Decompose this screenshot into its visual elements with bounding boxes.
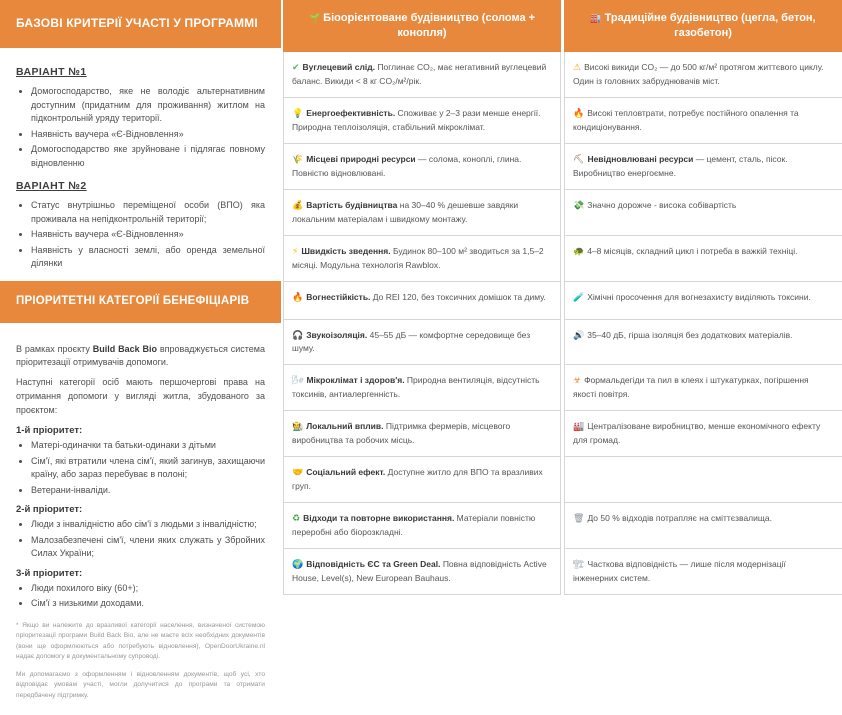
criteria-body: [0, 48, 281, 281]
variant1-list: [16, 85, 265, 170]
bio-cell: [283, 98, 561, 144]
cell-text: Значно дорожче - висока собівартість: [587, 199, 737, 210]
turtle-icon: 🐢: [573, 245, 585, 256]
cell-text: Формальдегіди та пил в клеях і штукатурках, погіршення якості повітря.: [573, 375, 809, 400]
cell-text: Часткова відповідність — лише після модернізації інженерних систем.: [573, 559, 786, 584]
list-item: • Сім'ї, які втратили члена сім'ї, який загинув, захищаючи країну, або зараз перебуває в полоні;: [31, 455, 265, 482]
cell-lead: Соціальний ефект.: [306, 467, 386, 478]
list-item: • Домогосподарство, яке не володіє альтернативним доступним (придатним для проживання) житлом на підконтрольній уряду території.: [31, 85, 265, 126]
list-item: • Статус внутрішньо переміщеної особи (ВПО) яка проживала на непідконтрольній території;: [31, 199, 265, 226]
intro-pre: В рамках проєкту: [16, 343, 93, 354]
cell-text: 45–55 дБ — комфортне середовище без шуму.: [292, 329, 531, 354]
footnote: [16, 621, 265, 702]
factory-icon: 🏭: [590, 13, 602, 24]
list-item: • Наявність у власності землі, або оренда земельної ділянки: [31, 244, 265, 271]
cell-text: До 50 % відходів потрапляє на сміттєзвалища.: [587, 513, 772, 524]
cell-lead: Невідновлювані ресурси: [587, 153, 694, 164]
variant2-title: ВАРІАНТ №2: [16, 180, 87, 192]
priority-title: 2-й пріоритет:: [16, 504, 83, 516]
cell-lead: Вуглецевий слід.: [302, 62, 375, 72]
footnote-paragraph: Ми допомагаємо з оформленням і відновленням документів, щоб усі, хто відповідає умовам участі, могли долучитися до програми та отримати передбачену підтримку.: [16, 670, 265, 699]
bio-cell: [283, 503, 561, 549]
intro-post: впроваджується система пріоритезації отримувачів допомоги.: [16, 343, 265, 368]
cell-lead: Швидкість зведення.: [301, 245, 391, 256]
headphones-icon: 🎧: [292, 329, 304, 340]
priority-title: 1-й пріоритет:: [16, 425, 83, 437]
money-wings-icon: 💸: [573, 199, 585, 210]
list-item: • Люди похилого віку (60+);: [31, 582, 265, 596]
header-text: [582, 11, 824, 41]
list-item: • Люди з інвалідністю або сім'ї з людьми з інвалідністю;: [31, 518, 265, 532]
cell-lead: Відходи та повторне використання.: [303, 513, 455, 524]
lightbulb-icon: 💡: [292, 107, 304, 118]
cell-lead: Енергоефективність.: [306, 107, 396, 118]
cell-text: — цемент, сталь, пісок. Виробництво енергоємне.: [573, 153, 788, 178]
cell-text: До REI 120, без токсичних домішок та диму.: [370, 291, 546, 302]
cell-text: Централізоване виробництво, менше економічного ефекту для громад.: [573, 421, 821, 446]
bio-cell: [283, 282, 561, 320]
cell-lead: Вартість будівництва: [306, 199, 398, 210]
cell-lead: Відповідність ЄС та Green Deal.: [306, 559, 441, 570]
comparison-table: [283, 0, 842, 595]
bio-cell: [283, 411, 561, 457]
cell-text: 4–8 місяців, складний цикл і потреба в важкій техніці.: [587, 245, 798, 256]
cell-text: Підтримка фермерів, місцевого виробництва та робочих місць.: [292, 421, 511, 446]
intro-paragraph: [16, 343, 265, 371]
cell-text: Матеріали повністю переробні або біорозкладні.: [292, 513, 536, 538]
list-item: • Наявність ваучера «Є-Відновлення»: [31, 128, 265, 142]
intro-paragraph-2: Наступні категорії осіб мають першочергові права на отримання допомоги у вигляді житла, збудованого за проєктом:: [16, 377, 265, 416]
traditional-cell: [564, 190, 842, 236]
sheaf-icon: 🌾: [292, 153, 304, 164]
lightning-icon: ⚡: [292, 245, 299, 256]
cell-text: Природна вентиляція, відсутність токсинів, антиалергенність.: [292, 375, 540, 400]
flame-icon: 🔥: [573, 107, 585, 118]
cell-text: Хімічні просочення для вогнезахисту виділяють токсини.: [587, 291, 811, 302]
cell-text: Споживає у 2–3 рази менше енергії. Природна теплоізоляція, стабільний мікроклімат.: [292, 107, 541, 132]
priorities-body: [0, 323, 281, 715]
crane-icon: 🏗: [573, 559, 585, 570]
wastebasket-icon: 🗑: [573, 513, 585, 524]
traditional-cell: [564, 98, 842, 144]
traditional-cell: [564, 549, 842, 595]
pickaxe-icon: ⛏: [573, 153, 585, 164]
speaker-icon: 🔊: [573, 329, 585, 340]
variant1-title: ВАРІАНТ №1: [16, 66, 87, 78]
footnote-paragraph: * Якщо ви належите до вразливої категорії населення, визначеної системою пріоритезації програми Build Back Bio, але не маєте всіх необхідних документів (вони ще оформлюються або потребують відновлення), OpenDoorUkraine.nl надає допомогу в документальному супроводі.: [16, 621, 265, 661]
project-name: Build Back Bio: [92, 343, 157, 354]
priority-title: 3-й пріоритет:: [16, 567, 83, 579]
recycle-icon: ♻: [292, 513, 301, 524]
priority-items: [16, 582, 265, 611]
priority-items: [16, 439, 265, 497]
farmer-icon: 🧑‍🌾: [292, 421, 304, 432]
list-item: • Сім'ї з низькими доходами.: [31, 597, 265, 611]
traditional-cell: [564, 365, 842, 411]
globe-icon: 🌍: [292, 559, 304, 570]
bio-column-header: [283, 0, 561, 52]
cell-lead: Вогнестійкість.: [306, 291, 371, 302]
flame-icon: 🔥: [292, 291, 304, 302]
traditional-column-title: Традиційне будівництво (цегла, бетон, газобетон): [604, 12, 816, 39]
cell-text: на 30–40 % дешевше завдяки локальним матеріалам і швидкому монтажу.: [292, 199, 519, 224]
handshake-icon: 🤝: [292, 467, 304, 478]
traditional-cell: [564, 457, 842, 503]
biohazard-icon: ☣: [573, 375, 582, 386]
list-item: • Малозабезпечені сім'ї, члени яких служать у Збройних Силах України;: [31, 534, 265, 561]
priority-items: [16, 518, 265, 561]
bio-cell: [283, 144, 561, 190]
priorities-list: [16, 425, 265, 611]
cell-lead: Мікроклімат і здоров'я.: [306, 375, 405, 386]
basic-criteria-header: БАЗОВІ КРИТЕРІЇ УЧАСТІ У ПРОГРАММІ: [0, 0, 281, 48]
cell-text: Високі викиди CO₂ — до 500 кг/м² протягом життєвого циклу. Один із головних забруднювачів міст.: [573, 62, 824, 86]
list-item: • Ветерани-інваліди.: [31, 484, 265, 498]
list-item: • Наявність ваучера «Є-Відновлення»: [31, 228, 265, 242]
bio-cell: [283, 457, 561, 503]
traditional-cell: [564, 282, 842, 320]
priority-block: [16, 425, 265, 497]
cell-text: — солома, коноплі, глина. Повністю відновлювані.: [292, 153, 522, 178]
cell-text: Поглинає CO₂, має негативний вуглецевий баланс. Викиди < 8 кг CO₂/м²/рік.: [292, 62, 547, 86]
criteria-sidebar: [0, 0, 281, 699]
traditional-column-header: [564, 0, 842, 52]
cell-text: 35–40 дБ, гірша ізоляція без додаткових матеріалів.: [587, 329, 793, 340]
priority-block: [16, 504, 265, 561]
wind-icon: 🌬: [292, 375, 304, 386]
cell-lead: Локальний вплив.: [306, 421, 384, 432]
traditional-cell: [564, 236, 842, 282]
bio-cell: [283, 236, 561, 282]
variant2-list: [16, 199, 265, 271]
header-text: [301, 11, 543, 41]
list-item: • Домогосподарство яке зруйноване і підлягає повному відновленню: [31, 143, 265, 170]
bio-column-title: Біоорієнтоване будівництво (солома + конопля): [323, 12, 536, 39]
seedling-icon: 🌱: [308, 13, 321, 24]
bio-cell: [283, 365, 561, 411]
bio-cell: [283, 549, 561, 595]
money-bag-icon: 💰: [292, 199, 304, 210]
bio-cell: [283, 320, 561, 366]
traditional-cell: [564, 52, 842, 98]
traditional-cell: [564, 320, 842, 366]
check-icon: ✔: [292, 62, 300, 72]
cell-text: Будинок 80–100 м² зводиться за 1,5–2 місяці. Модульна технологія Rawblox.: [292, 245, 544, 270]
bio-cell: [283, 52, 561, 98]
traditional-cell: [564, 411, 842, 457]
warning-icon: ⚠: [573, 62, 582, 72]
cell-lead: Місцеві природні ресурси: [306, 153, 416, 164]
traditional-cell: [564, 503, 842, 549]
cell-text: Повна відповідність Active House, Level(s), New European Bauhaus.: [292, 559, 547, 584]
factory-icon: 🏭: [573, 421, 585, 432]
priority-block: [16, 568, 265, 611]
cell-lead: Звукоізоляція.: [306, 329, 368, 340]
bio-cell: [283, 190, 561, 236]
priority-categories-header: ПРІОРИТЕТНІ КАТЕГОРІЇ БЕНЕФІЦІАРІВ: [0, 281, 281, 323]
traditional-cell: [564, 144, 842, 190]
cell-text: Високі тепловтрати, потребує постійного опалення та кондиціонування.: [573, 107, 799, 132]
cell-text: Доступне житло для ВПО та вразливих груп.: [292, 467, 543, 492]
list-item: • Матері-одиначки та батьки-одинаки з дітьми: [31, 439, 265, 453]
test-tube-icon: 🧪: [573, 291, 585, 302]
